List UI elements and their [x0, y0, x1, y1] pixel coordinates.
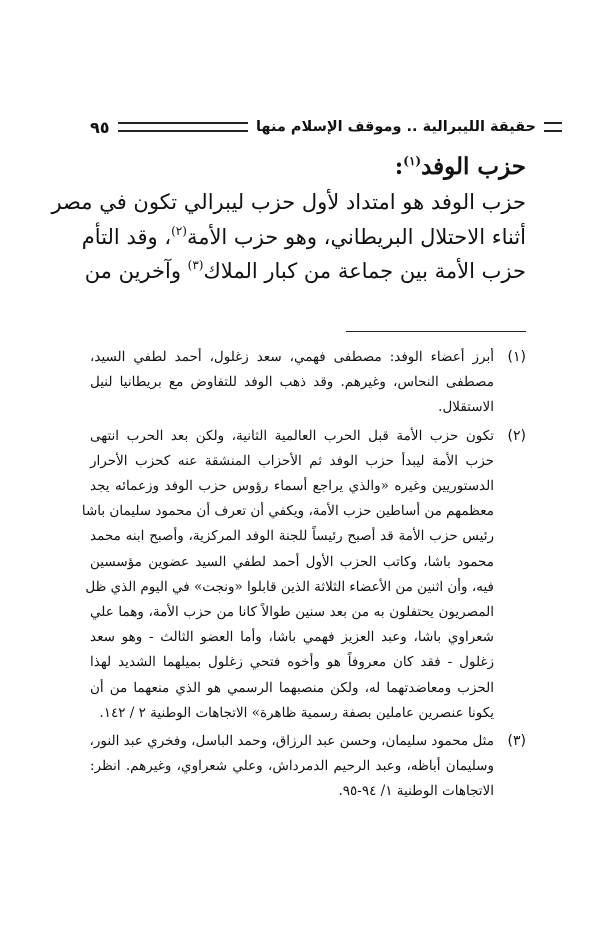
footnote-number: (١) — [507, 349, 526, 365]
footnote-1 — [90, 345, 526, 421]
footnote-number: (٢) — [507, 427, 526, 444]
footnote-line: مصطفى النحاس، وغيرهم. وقد ذهب الوفد للتفاوض مع بريطانيا لنيل — [90, 374, 494, 391]
page-number: ٩٥ — [90, 117, 110, 137]
footnote-2 — [81, 424, 526, 726]
footnote-line: محمود باشا، وكاتب الحزب الأول أحمد لطفي السيد عضوين مؤسسين — [90, 553, 494, 570]
header-title: حقيقة الليبرالية .. وموقف الإسلام منها — [255, 119, 536, 135]
footnote-line: معظمهم من أساطين حزب الأمة، ويكفي أن تعرف أن محمود سليمان باشا — [81, 503, 494, 520]
body-line-1: حزب الوفد هو امتداد لأول حزب ليبرالي تكون في مصر — [51, 190, 526, 214]
footnote-separator — [346, 331, 526, 332]
footnote-line: تكون حزب الأمة قبل الحرب العالمية الثانية، ولكن بعد الحرب انتهى — [90, 427, 494, 444]
section-heading — [90, 148, 526, 185]
footnotes — [81, 345, 526, 808]
footnote-line: شعراوي باشا، وعبد العزيز فهمي باشا، وأما العضو الثالث - وهو سعد — [90, 629, 494, 646]
section-heading-colon: : — [394, 153, 404, 180]
footnote-line: رئيس حزب الأمة قد أصبح رئيساً للجنة الوفد المركزية، وأصبح ابنه محمد — [90, 528, 494, 545]
footnote-line: زغلول - فقد كان معروفاً هو وأخوه فتحي زغلول بميلهما الشديد لهذا — [90, 654, 494, 671]
running-header — [90, 112, 570, 142]
footnote-line: الحزب ومعاضدتهما له، ولكن منصبهما الرسمي هو الذي منعهما من أن — [90, 679, 494, 696]
body-line-2-part-a: أثناء الاحتلال البريطاني، وهو حزب الأمة — [186, 224, 526, 249]
footnote-number: (٣) — [507, 733, 526, 750]
footnote-line: الدستوريين وغيره «والذي يراجع أسماء رؤوس حزب الوفد وزعمائه يجد — [90, 478, 494, 495]
footnote-line: مثل محمود سليمان، وحسن عبد الرزاق، وحمد الباسل، وفخري عبد النور، — [89, 733, 494, 750]
main-body — [51, 148, 526, 289]
footnote-3 — [90, 729, 526, 805]
footnote-line: أبرز أعضاء الوفد: مصطفى فهمي، سعد زغلول، أحمد لطفي السيد، — [90, 349, 494, 365]
body-line-2 — [81, 220, 526, 255]
footnote-line: وسليمان أباظه، وعبد الرحيم الدمرداش، وعلي شعراوي، وغيرهم. انظر: — [90, 758, 494, 775]
body-line-2-part-b: ، وقد التأم — [81, 224, 172, 249]
header-rule — [118, 122, 248, 132]
footnote-line: الاستقلال. — [438, 399, 494, 416]
body-line-3-part-b: وآخرين من — [84, 259, 188, 283]
footnote-line: فيه، وأن اثنين من الأعضاء الثلاثة الذين قابلوا «ونجت» في اليوم الذي ظل — [85, 578, 494, 595]
footnote-ref-2: (٢) — [171, 223, 187, 238]
body-line-3 — [84, 254, 526, 289]
section-heading-text: حزب الوفد — [421, 153, 526, 180]
footnote-ref-3: (٣) — [187, 258, 204, 272]
header-rule-right — [544, 122, 562, 132]
footnote-line: الاتجاهات الوطنية ١/ ٩٤-٩٥. — [338, 783, 494, 800]
footnote-line: حزب الأمة ليبدأ حزب الوفد ثم الأحزاب المنشقة عنه كحزب الأحرار — [90, 452, 494, 469]
footnote-ref-1: (١) — [403, 154, 422, 168]
footnote-line: المصريون يحتفلون به من بعد سنين طوالاً كانا من حزب الأمة، وهما علي — [90, 604, 494, 621]
footnote-line: يكونا عنصرين عاملين بصفة رسمية ظاهرة» الاتجاهات الوطنية ٢ / ١٤٢. — [99, 704, 494, 721]
body-line-3-part-a: حزب الأمة بين جماعة من كبار الملاك — [203, 259, 526, 283]
